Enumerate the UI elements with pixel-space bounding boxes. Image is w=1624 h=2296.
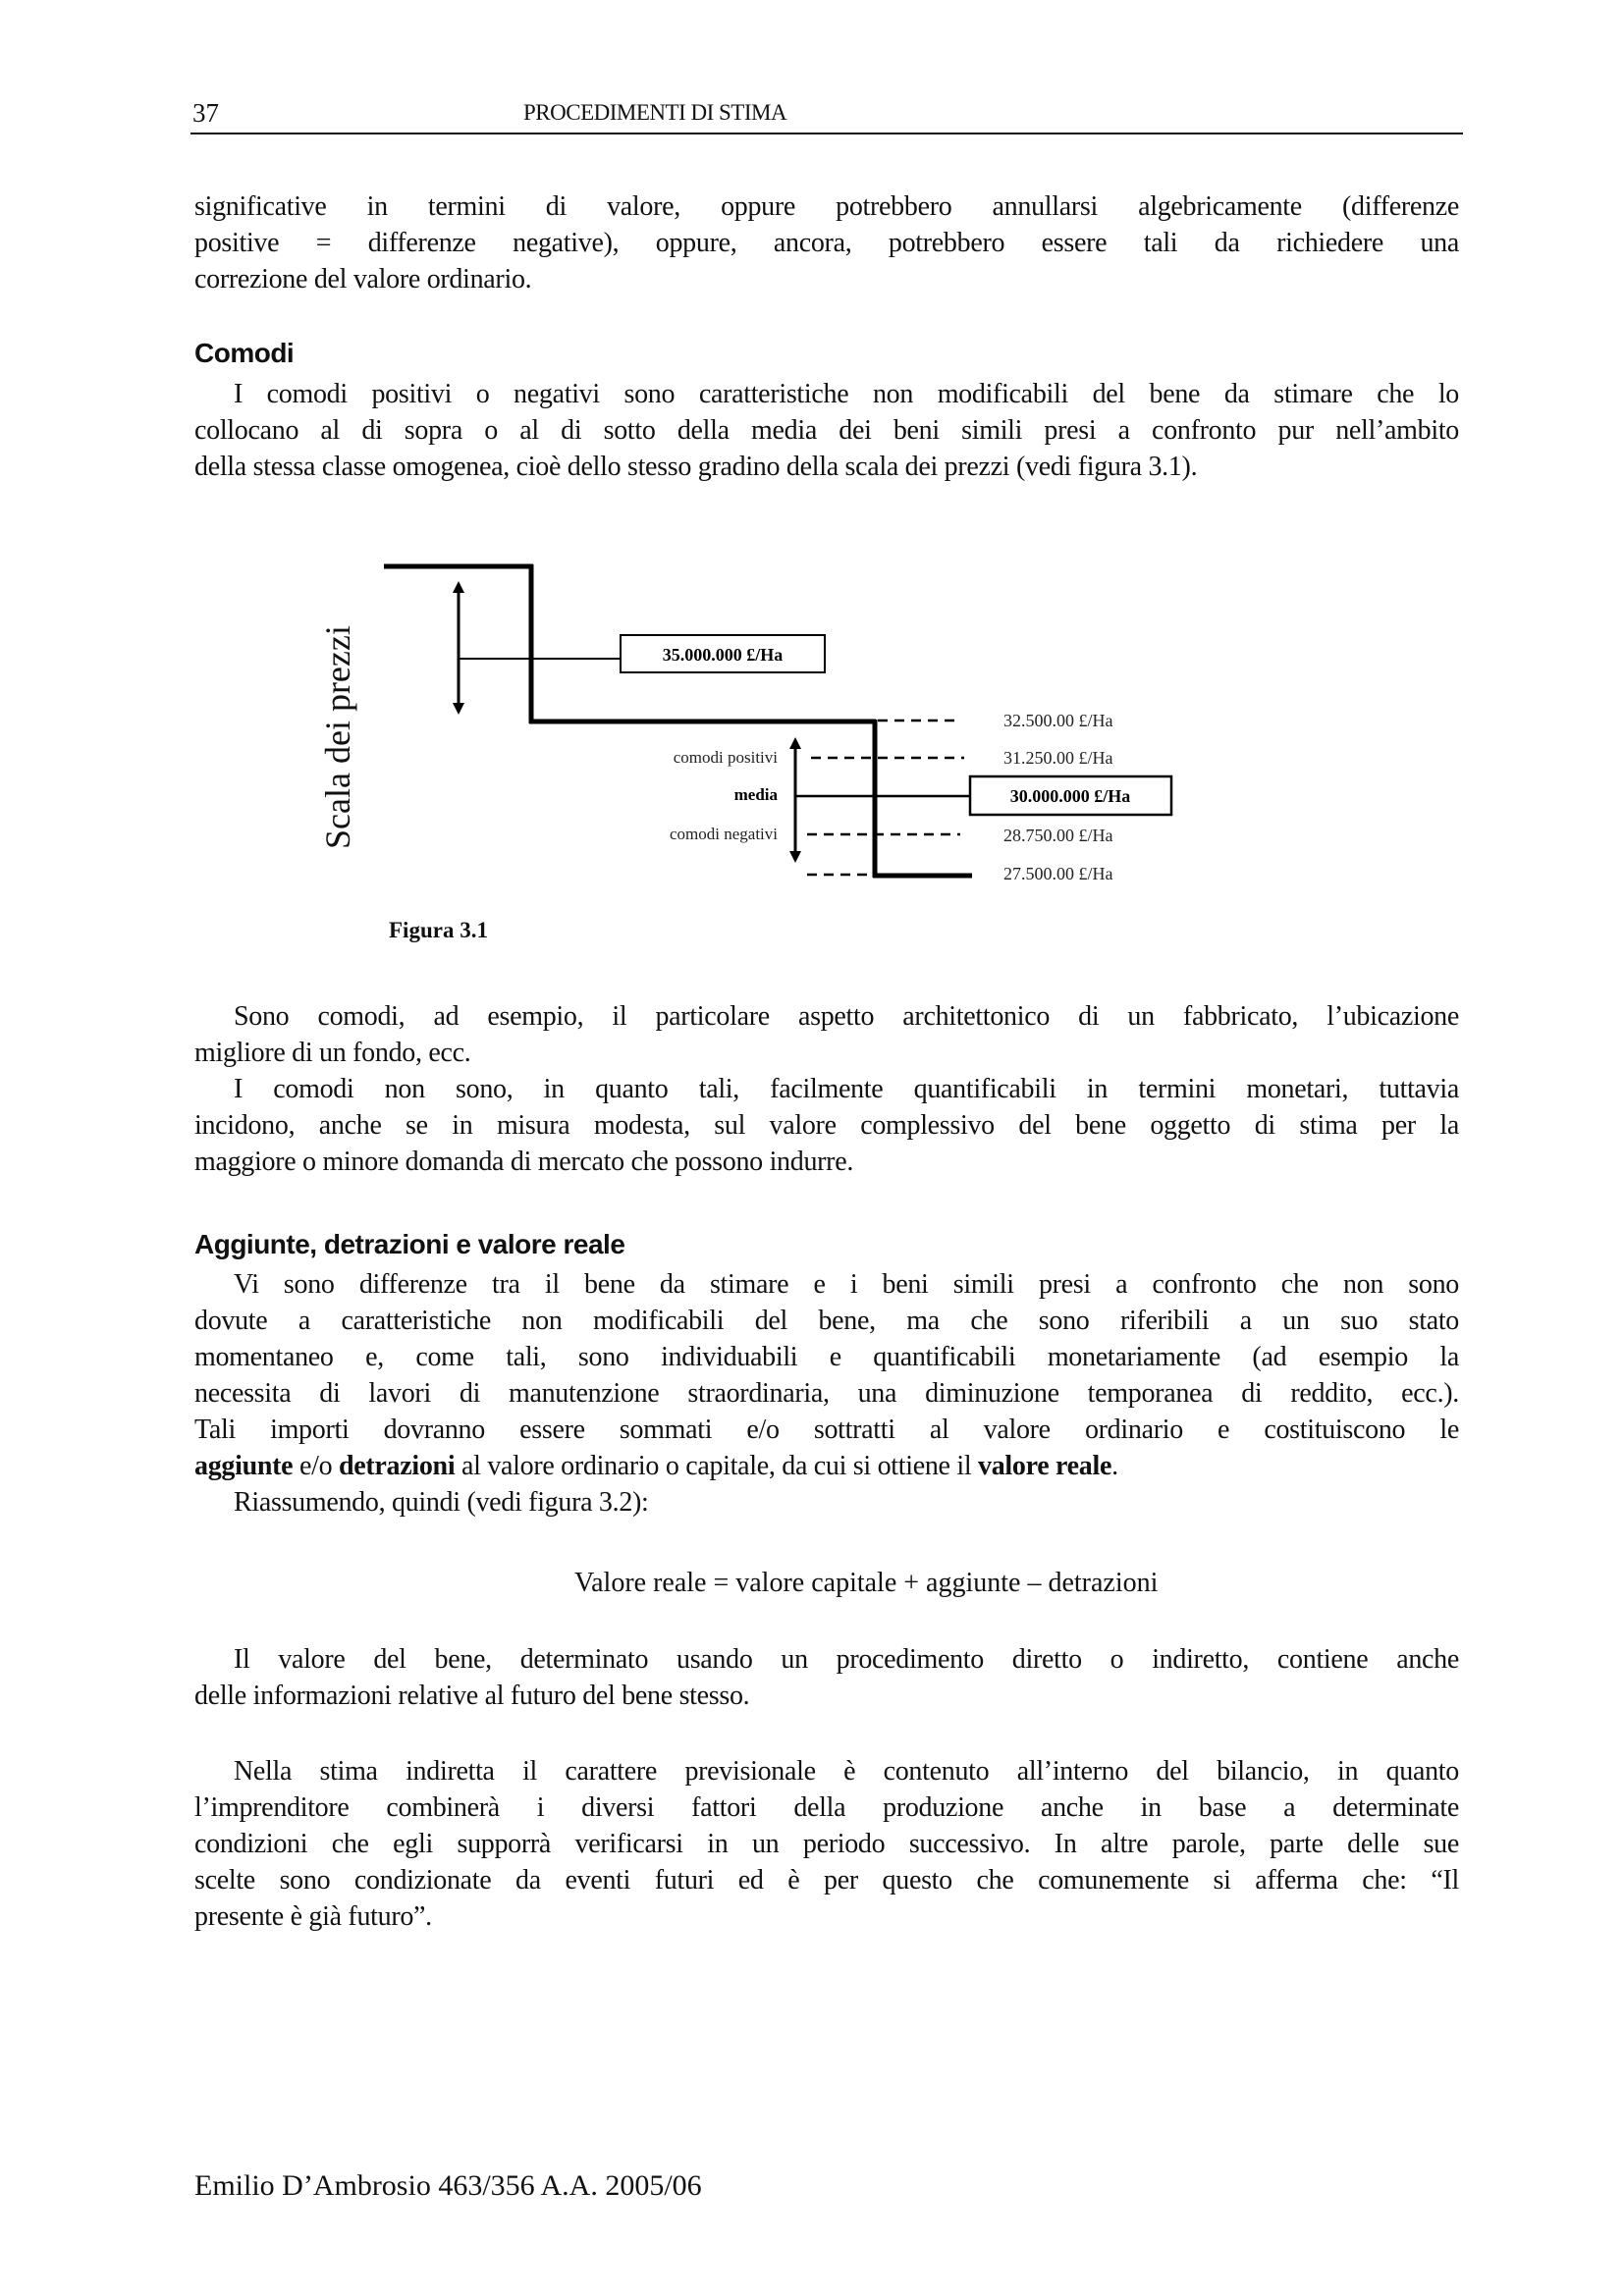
text-line: maggiore o minore domanda di mercato che possono indurre.: [194, 1147, 854, 1177]
text-line: Nella stima indiretta il carattere previsionale è contenuto all’interno del bilancio, in quanto: [234, 1756, 1459, 1787]
text-line: significative in termini di valore, oppure potrebbero annullarsi algebricamente (differenze: [194, 191, 1459, 222]
text-line: Riassumendo, quindi (vedi figura 3.2):: [234, 1487, 649, 1518]
axis-label-scala-dei-prezzi: Scala dei prezzi: [318, 625, 357, 849]
text-line: Sono comodi, ad esempio, il particolare aspetto architettonico di un fabbricato, l’ubicazione: [234, 1001, 1459, 1032]
text-line: collocano al di sopra o al di sotto della media dei beni simili presi a confronto pur nell’ambito: [194, 415, 1459, 446]
text-line: presente è già futuro”.: [194, 1901, 432, 1932]
text-line: positive = differenze negative), oppure, ancora, potrebbero essere tali da richiedere una: [194, 228, 1459, 258]
comodi-examples-paragraph: [194, 998, 1459, 1180]
section-heading-aggiunte: Aggiunte, detrazioni e valore reale: [194, 1229, 625, 1259]
text-line: scelte sono condizionate da eventi futuri ed è per questo che comunemente si afferma che: “Il: [194, 1865, 1459, 1896]
label-comodi-positivi: comodi positivi: [673, 748, 778, 767]
text-fragment: .: [1111, 1451, 1118, 1481]
text-line: migliore di un fondo, ecc.: [194, 1038, 471, 1068]
text-line: momentaneo e, come tali, sono individuabili e quantificabili monetariamente (ad esempio la: [194, 1342, 1459, 1372]
text-line: Il valore del bene, determinato usando un procedimento diretto o indiretto, contiene anche: [234, 1644, 1459, 1675]
text-line: I comodi positivi o negativi sono caratteristiche non modificabili del bene da stimare che lo: [234, 379, 1459, 409]
value-28750: 28.750.00 £/Ha: [1003, 826, 1113, 845]
text-line: delle informazioni relative al futuro del bene stesso.: [194, 1681, 750, 1711]
figure-price-scale: [0, 0, 1624, 982]
formula-valore-reale: Valore reale = valore capitale + aggiunte – detrazioni: [574, 1568, 1159, 1598]
valore-bene-paragraph: [194, 1641, 1459, 1714]
aggiunte-paragraph: [194, 1266, 1459, 1521]
text-line: incidono, anche se in misura modesta, sul valore complessivo del bene oggetto di stima per la: [194, 1110, 1459, 1141]
text-line-with-bold-terms: [194, 1448, 1459, 1484]
stima-indiretta-paragraph: [194, 1753, 1459, 1935]
value-31250: 31.250.00 £/Ha: [1003, 748, 1113, 768]
running-title: PROCEDIMENTI DI STIMA: [523, 100, 787, 125]
term-detrazioni: detrazioni: [339, 1451, 456, 1481]
text-line: I comodi non sono, in quanto tali, facilmente quantificabili in termini monetari, tuttavia: [234, 1074, 1459, 1104]
top-value-text: 35.000.000 £/Ha: [662, 645, 784, 665]
text-line: l’imprenditore combinerà i diversi fattori della produzione anche in base a determinate: [194, 1792, 1459, 1823]
value-27500: 27.500.00 £/Ha: [1003, 864, 1113, 883]
term-valore-reale: valore reale: [978, 1451, 1112, 1481]
term-aggiunte: aggiunte: [194, 1451, 294, 1481]
value-30000000: 30.000.000 £/Ha: [1009, 786, 1131, 806]
label-media: media: [733, 785, 778, 804]
page-number: 37: [192, 98, 219, 128]
text-fragment: e/o: [293, 1451, 339, 1481]
text-line: Vi sono differenze tra il bene da stimare e i beni simili presi a confronto che non sono: [234, 1269, 1459, 1300]
text-line: Tali importi dovranno essere sommati e/o sottratti al valore ordinario e costituiscono le: [194, 1415, 1459, 1445]
value-32500: 32.500.00 £/Ha: [1003, 711, 1113, 730]
figure-caption: Figura 3.1: [389, 918, 488, 942]
label-comodi-negativi: comodi negativi: [669, 825, 778, 843]
text-line: condizioni che egli supporrà verificarsi in un periodo successivo. In altre parole, parte delle sue: [194, 1829, 1459, 1859]
text-line: correzione del valore ordinario.: [194, 264, 532, 294]
text-line: della stessa classe omogenea, cioè dello stesso gradino della scala dei prezzi (vedi figura 3.1).: [194, 452, 1198, 482]
text-line: dovute a caratteristiche non modificabili del bene, ma che sono riferibili a un suo stato: [194, 1306, 1459, 1336]
text-fragment: al valore ordinario o capitale, da cui si ottiene il: [455, 1451, 979, 1481]
page-footer: Emilio D’Ambrosio 463/356 A.A. 2005/06: [194, 2169, 702, 2202]
section-heading-comodi: Comodi: [194, 338, 295, 368]
text-line: necessita di lavori di manutenzione straordinaria, una diminuzione temporanea di reddito, ecc.).: [194, 1378, 1459, 1409]
